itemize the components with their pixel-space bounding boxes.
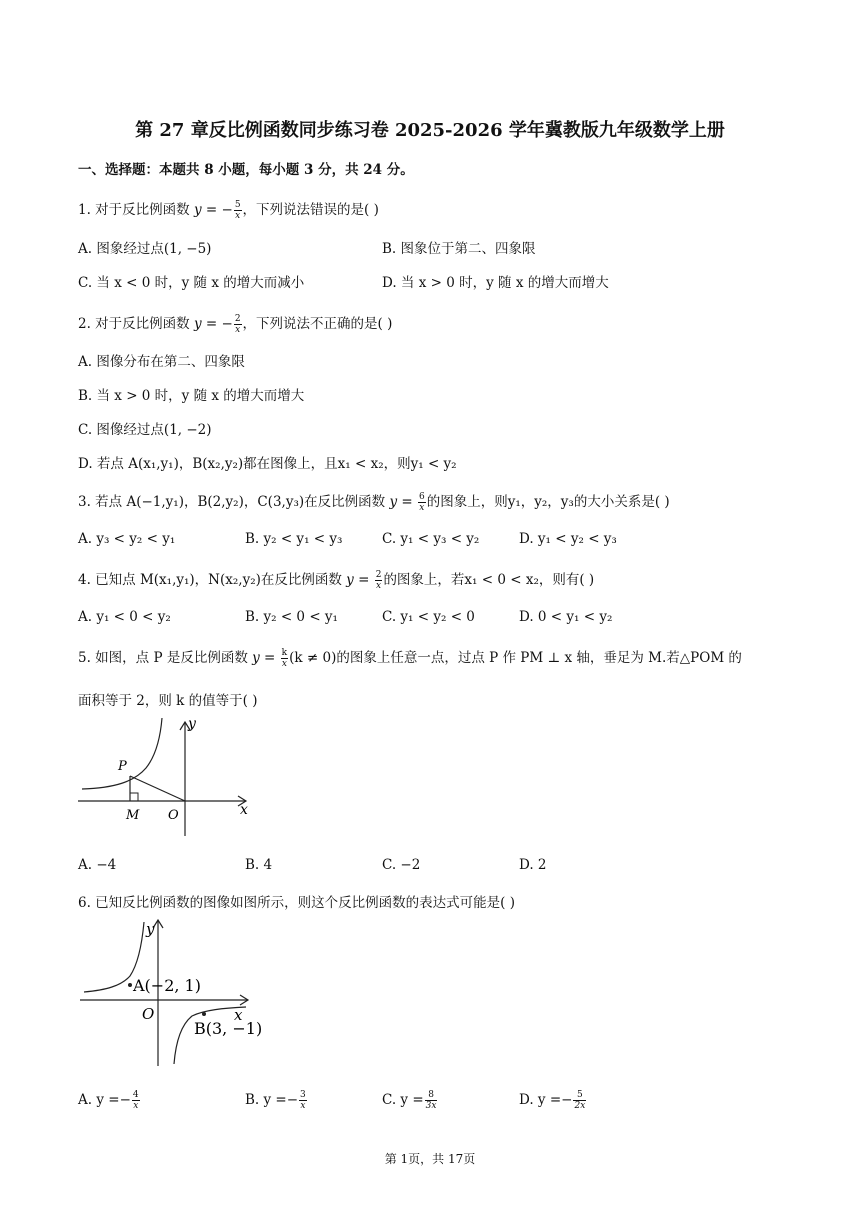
q6c-denominator: 3x [425, 1101, 437, 1111]
q5-label-x: x [240, 802, 248, 818]
q6b-sign: − [286, 1092, 299, 1108]
q6b-fraction [299, 1090, 307, 1111]
q6-label-x: x [234, 1006, 243, 1024]
q3-option-a: A. y₃ < y₂ < y₁ [78, 531, 176, 547]
q6-label-y: y [146, 920, 155, 938]
q6d-denominator: 2x [574, 1101, 586, 1111]
q4-option-c: C. y₁ < y₂ < 0 [382, 609, 475, 625]
q6-option-b-label: B. y = [245, 1092, 287, 1108]
q5-label-p: P [118, 759, 127, 774]
q3-option-d: D. y₁ < y₂ < y₃ [519, 531, 617, 547]
question-5-stem [78, 646, 742, 669]
q1-stem-end: ，下列说法错误的是( ) [242, 202, 379, 218]
q2-denominator: x [235, 325, 241, 335]
q5-option-b: B. 4 [245, 857, 273, 873]
q1-formula-prefix: y = − [193, 202, 233, 218]
question-6-stem: 6. 已知反比例函数的图像如图所示，则这个反比例函数的表达式可能是( ) [78, 895, 515, 911]
q6d-sign: − [561, 1092, 573, 1108]
section-heading: 一、选择题：本题共 8 小题，每小题 3 分，共 24 分。 [78, 162, 414, 178]
q6b-denominator: x [300, 1101, 306, 1111]
q6b-numerator: 3 [300, 1090, 306, 1100]
question-1-stem [78, 198, 379, 221]
q5-fraction [281, 648, 288, 669]
q5-numerator: k [281, 648, 288, 658]
q1-fraction [234, 200, 242, 221]
q2-numerator: 2 [234, 314, 241, 324]
q1-option-a: A. 图象经过点(1, −5) [78, 241, 212, 257]
q6-option-a [78, 1090, 141, 1111]
q2-option-a: A. 图像分布在第二、四象限 [78, 354, 245, 370]
q5-label-o: O [168, 808, 179, 823]
q6-option-d-label: D. y = [519, 1092, 562, 1108]
q1-denominator: x [235, 211, 241, 221]
q2-stem-end: ，下列说法不正确的是( ) [242, 316, 393, 332]
q3-option-c: C. y₁ < y₃ < y₂ [382, 531, 480, 547]
q1-stem-start: 1. 对于反比例函数 [78, 202, 194, 218]
q6-option-c [382, 1090, 438, 1111]
question-3-stem [78, 490, 670, 513]
q4-stem-end: 的图象上，若x₁ < 0 < x₂，则有( ) [383, 572, 595, 588]
q6c-fraction [425, 1090, 438, 1111]
q4-fraction [375, 570, 383, 591]
q5-option-a: A. −4 [78, 857, 117, 873]
q3-numerator: 6 [418, 492, 425, 502]
q5-stem-start: 5. 如图，点 P 是反比例函数 [78, 650, 253, 666]
q6-figure [76, 914, 266, 1070]
q3-stem-end: 的图象上，则y₁，y₂，y₃的大小关系是( ) [426, 494, 670, 510]
q4-formula-prefix: y = [346, 572, 374, 588]
q5-option-c: C. −2 [382, 857, 421, 873]
q4-option-d: D. 0 < y₁ < y₂ [519, 609, 613, 625]
q1-option-b: B. 图象位于第二、四象限 [382, 241, 536, 257]
q6-label-o: O [142, 1005, 155, 1023]
q4-denominator: x [376, 581, 382, 591]
q2-option-d: D. 若点 A(x₁,y₁)，B(x₂,y₂)都在图像上，且x₁ < x₂，则y₁ < y₂ [78, 456, 457, 472]
q6c-numerator: 8 [425, 1090, 438, 1101]
q5-hyperbola-curve [82, 718, 162, 789]
q6-option-b [245, 1090, 308, 1111]
q5-denominator: x [281, 659, 287, 669]
q3-stem-start: 3. 若点 A(−1,y₁)，B(2,y₂)，C(3,y₃)在反比例函数 [78, 494, 390, 510]
q4-option-b: B. y₂ < 0 < y₁ [245, 609, 338, 625]
q3-option-b: B. y₂ < y₁ < y₃ [245, 531, 343, 547]
q2-option-c: C. 图像经过点(1, −2) [78, 422, 212, 438]
q6-point-a [128, 983, 132, 987]
q6a-sign: − [119, 1092, 131, 1108]
q3-fraction [418, 492, 426, 513]
q2-stem-start: 2. 对于反比例函数 [78, 316, 194, 332]
q6-point-b [202, 1012, 206, 1016]
question-5-stem-continued: 面积等于 2，则 k 的值等于( ) [78, 693, 258, 709]
q3-denominator: x [419, 503, 425, 513]
q5-right-angle-mark [130, 793, 138, 801]
q5-formula-prefix: y = [252, 650, 280, 666]
q6a-numerator: 4 [132, 1090, 139, 1100]
question-2-stem [78, 312, 392, 335]
q5-label-y: y [188, 716, 196, 732]
q6-option-a-label: A. y = [78, 1092, 120, 1108]
q2-fraction [234, 314, 242, 335]
q6-label-a: A(−2, 1) [133, 976, 201, 995]
question-4-stem [78, 568, 594, 591]
q6-option-c-label: C. y = [382, 1092, 424, 1108]
q5-stem-end: (k ≠ 0)的图象上任意一点，过点 P 作 PM ⊥ x 轴，垂足为 M.若△POM 的 [289, 650, 742, 666]
q5-option-d: D. 2 [519, 857, 547, 873]
page-footer: 第 1页，共 17页 [384, 1152, 476, 1166]
q3-formula-prefix: y = [389, 494, 417, 510]
q1-numerator: 5 [234, 200, 241, 210]
q6a-denominator: x [133, 1101, 139, 1111]
q1-option-d: D. 当 x > 0 时，y 随 x 的增大而增大 [382, 275, 609, 291]
q5-label-m: M [126, 808, 140, 823]
q6d-fraction [573, 1090, 586, 1111]
q4-stem-start: 4. 已知点 M(x₁,y₁)，N(x₂,y₂)在反比例函数 [78, 572, 347, 588]
q6a-fraction [132, 1090, 140, 1111]
q6d-numerator: 5 [573, 1090, 586, 1101]
q4-numerator: 2 [375, 570, 382, 580]
q6-option-d [519, 1090, 587, 1111]
q1-option-c: C. 当 x < 0 时，y 随 x 的增大而减小 [78, 275, 305, 291]
q5-figure [74, 712, 264, 840]
q2-formula-prefix: y = − [193, 316, 233, 332]
document-title: 第 27 章反比例函数同步练习卷 2025-2026 学年冀教版九年级数学上册 [135, 120, 725, 141]
q2-option-b: B. 当 x > 0 时，y 随 x 的增大而增大 [78, 388, 305, 404]
q6-label-b: B(3, −1) [194, 1019, 263, 1038]
q4-option-a: A. y₁ < 0 < y₂ [78, 609, 171, 625]
